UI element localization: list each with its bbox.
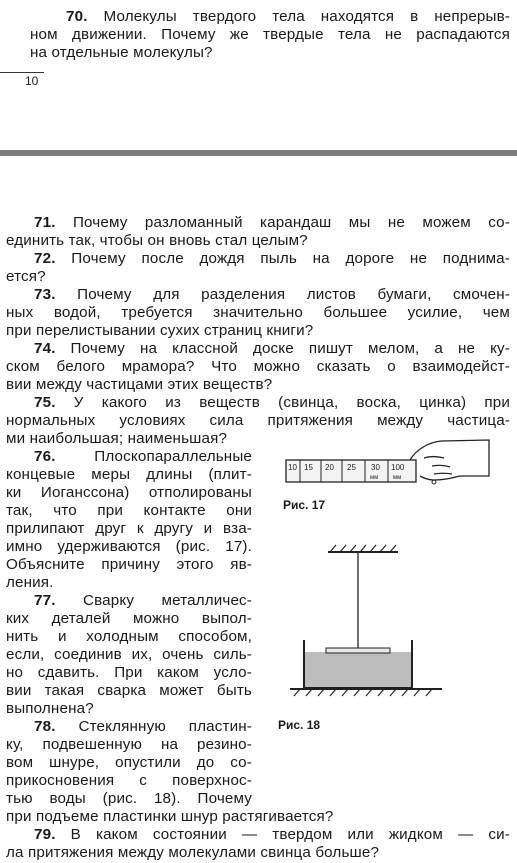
problem-76-line-7: Объясните причину этого яв-	[6, 556, 252, 573]
problem-76-line-6: имно удерживаются (рис. 17).	[6, 538, 252, 555]
table-hatch	[330, 689, 336, 696]
problem-78-line-1: 78. Стеклянную пластин-	[34, 718, 252, 735]
problem-74-number: 74.	[34, 340, 56, 357]
problem-76-line-2: концевые меры длины (плит-	[6, 466, 252, 483]
problem-71-number: 71.	[34, 214, 56, 231]
problem-75-line-3: ми наибольшая; наименьшая?	[6, 430, 228, 447]
problem-77-line-1: 77. Сварку металличес-	[34, 592, 252, 609]
problem-71-line-2: единить так, чтобы он вновь стал целым?	[6, 232, 308, 249]
problem-74-line-1: 74. Почему на классной доске пишут мелом, а не ку-	[34, 340, 510, 357]
table-hatch	[390, 689, 396, 696]
problem-75-line-2: нормальных условиях сила притяжения между частица-	[6, 412, 510, 429]
problem-76-line-4: так, что при контакте они	[6, 502, 252, 519]
problem-72-number: 72.	[34, 250, 56, 267]
problem-76-line-1: 76. Плоскопараллельные	[34, 448, 252, 465]
problem-74-line-2: ском белого мрамора? Что можно сказать о взаимодейст-	[6, 358, 510, 375]
problem-78-line-6: при подъеме пластинки шнур растягивается?	[6, 808, 334, 825]
ceiling-hatch	[370, 545, 376, 552]
problem-77-line-3: нить и холодным способом,	[6, 628, 252, 645]
glass-plate	[326, 648, 390, 653]
block-label: 10	[288, 463, 297, 472]
problem-70-line-1: 70. Молекулы твердого тела находятся в непрерыв-	[66, 8, 510, 25]
block-label: 100	[391, 463, 405, 472]
problem-76-line-3: ки Иогансcона) отполированы	[6, 484, 252, 501]
problem-71-line-1: 71. Почему разломанный карандаш мы не можем со-	[34, 214, 510, 231]
problem-79-number: 79.	[34, 826, 56, 843]
table-hatch	[426, 689, 432, 696]
page-number: 10	[25, 74, 39, 88]
problem-76-line-5: прилипают друг к другу и вза-	[6, 520, 252, 537]
block-label: 30	[371, 463, 380, 472]
table-hatch	[342, 689, 348, 696]
problem-79-line-1: 79. В каком состоянии — твердом или жидком — си-	[34, 826, 510, 843]
table-hatch	[402, 689, 408, 696]
page-number-rule	[0, 72, 44, 73]
ceiling-hatch	[330, 545, 336, 552]
problem-70-number: 70.	[66, 8, 88, 25]
ceiling-hatch	[350, 545, 356, 552]
problem-73-line-1: 73. Почему для разделения листов бумаги, смочен-	[34, 286, 510, 303]
problem-73-line-3: при перелистывании сухих страниц книги?	[6, 322, 314, 339]
figure-18-caption: Рис. 18	[278, 718, 321, 732]
problem-77-line-2: ких деталей можно выпол-	[6, 610, 252, 627]
problem-77-line-6: вии такая сварка может быть	[6, 682, 252, 699]
problem-70-line-3: на отдельные молекулы?	[30, 44, 213, 61]
table-hatch	[318, 689, 324, 696]
problem-76-line-8: ления.	[6, 574, 54, 591]
problem-76-number: 76.	[34, 448, 56, 465]
problem-77-line-5: но сдавить. При каком усло-	[6, 664, 252, 681]
problem-74-line-3: вии между частицами этих веществ?	[6, 376, 273, 393]
ceiling-hatch	[380, 545, 386, 552]
table-hatch	[354, 689, 360, 696]
problem-73-number: 73.	[34, 286, 56, 303]
problem-72-line-1: 72. Почему после дождя пыль на дороге не поднима-	[34, 250, 510, 267]
table-hatch	[306, 689, 312, 696]
problem-78-line-2: ку, подвешенную на резино-	[6, 736, 252, 753]
table-hatch	[414, 689, 420, 696]
table-hatch	[378, 689, 384, 696]
block-unit-label: мм	[370, 475, 379, 481]
ceiling-hatch	[340, 545, 346, 552]
problem-79-line-2: ла притяжения между молекулами свинца больше?	[6, 844, 380, 861]
ceiling-hatch	[360, 545, 366, 552]
figure-17-gauge-blocks	[284, 434, 504, 494]
problem-72-line-2: ется?	[6, 268, 46, 285]
page-divider	[0, 150, 517, 156]
problem-77-number: 77.	[34, 592, 56, 609]
problem-78-line-5: тью воды (рис. 18). Почему	[6, 790, 252, 807]
problem-73-line-2: ных водой, требуется значительно большее усилие, чем	[6, 304, 510, 321]
problem-78-line-4: прикосновения с поверхнос-	[6, 772, 252, 789]
problem-78-line-3: вом шнуре, опустили до со-	[6, 754, 252, 771]
table-hatch	[366, 689, 372, 696]
hand-illustration	[410, 440, 489, 480]
block-label: 15	[304, 463, 313, 472]
table-hatch	[294, 689, 300, 696]
ceiling-hatch	[390, 545, 396, 552]
water	[304, 652, 412, 688]
problem-78-number: 78.	[34, 718, 56, 735]
problem-77-line-7: выполнена?	[6, 700, 94, 717]
problem-77-line-4: если, соединив их, очень силь-	[6, 646, 252, 663]
problem-70-line-2: ном движении. Почему же твердые тела не распадаются	[30, 26, 510, 43]
block-label: 25	[347, 463, 356, 472]
figure-18-plate-in-water	[290, 548, 450, 698]
problem-75-number: 75.	[34, 394, 56, 411]
block-unit-label: мм	[393, 475, 402, 481]
problem-75-line-1: 75. У какого из веществ (свинца, воска, цинка) при	[34, 394, 510, 411]
block-label: 20	[325, 463, 334, 472]
figure-17-caption: Рис. 17	[283, 498, 326, 512]
